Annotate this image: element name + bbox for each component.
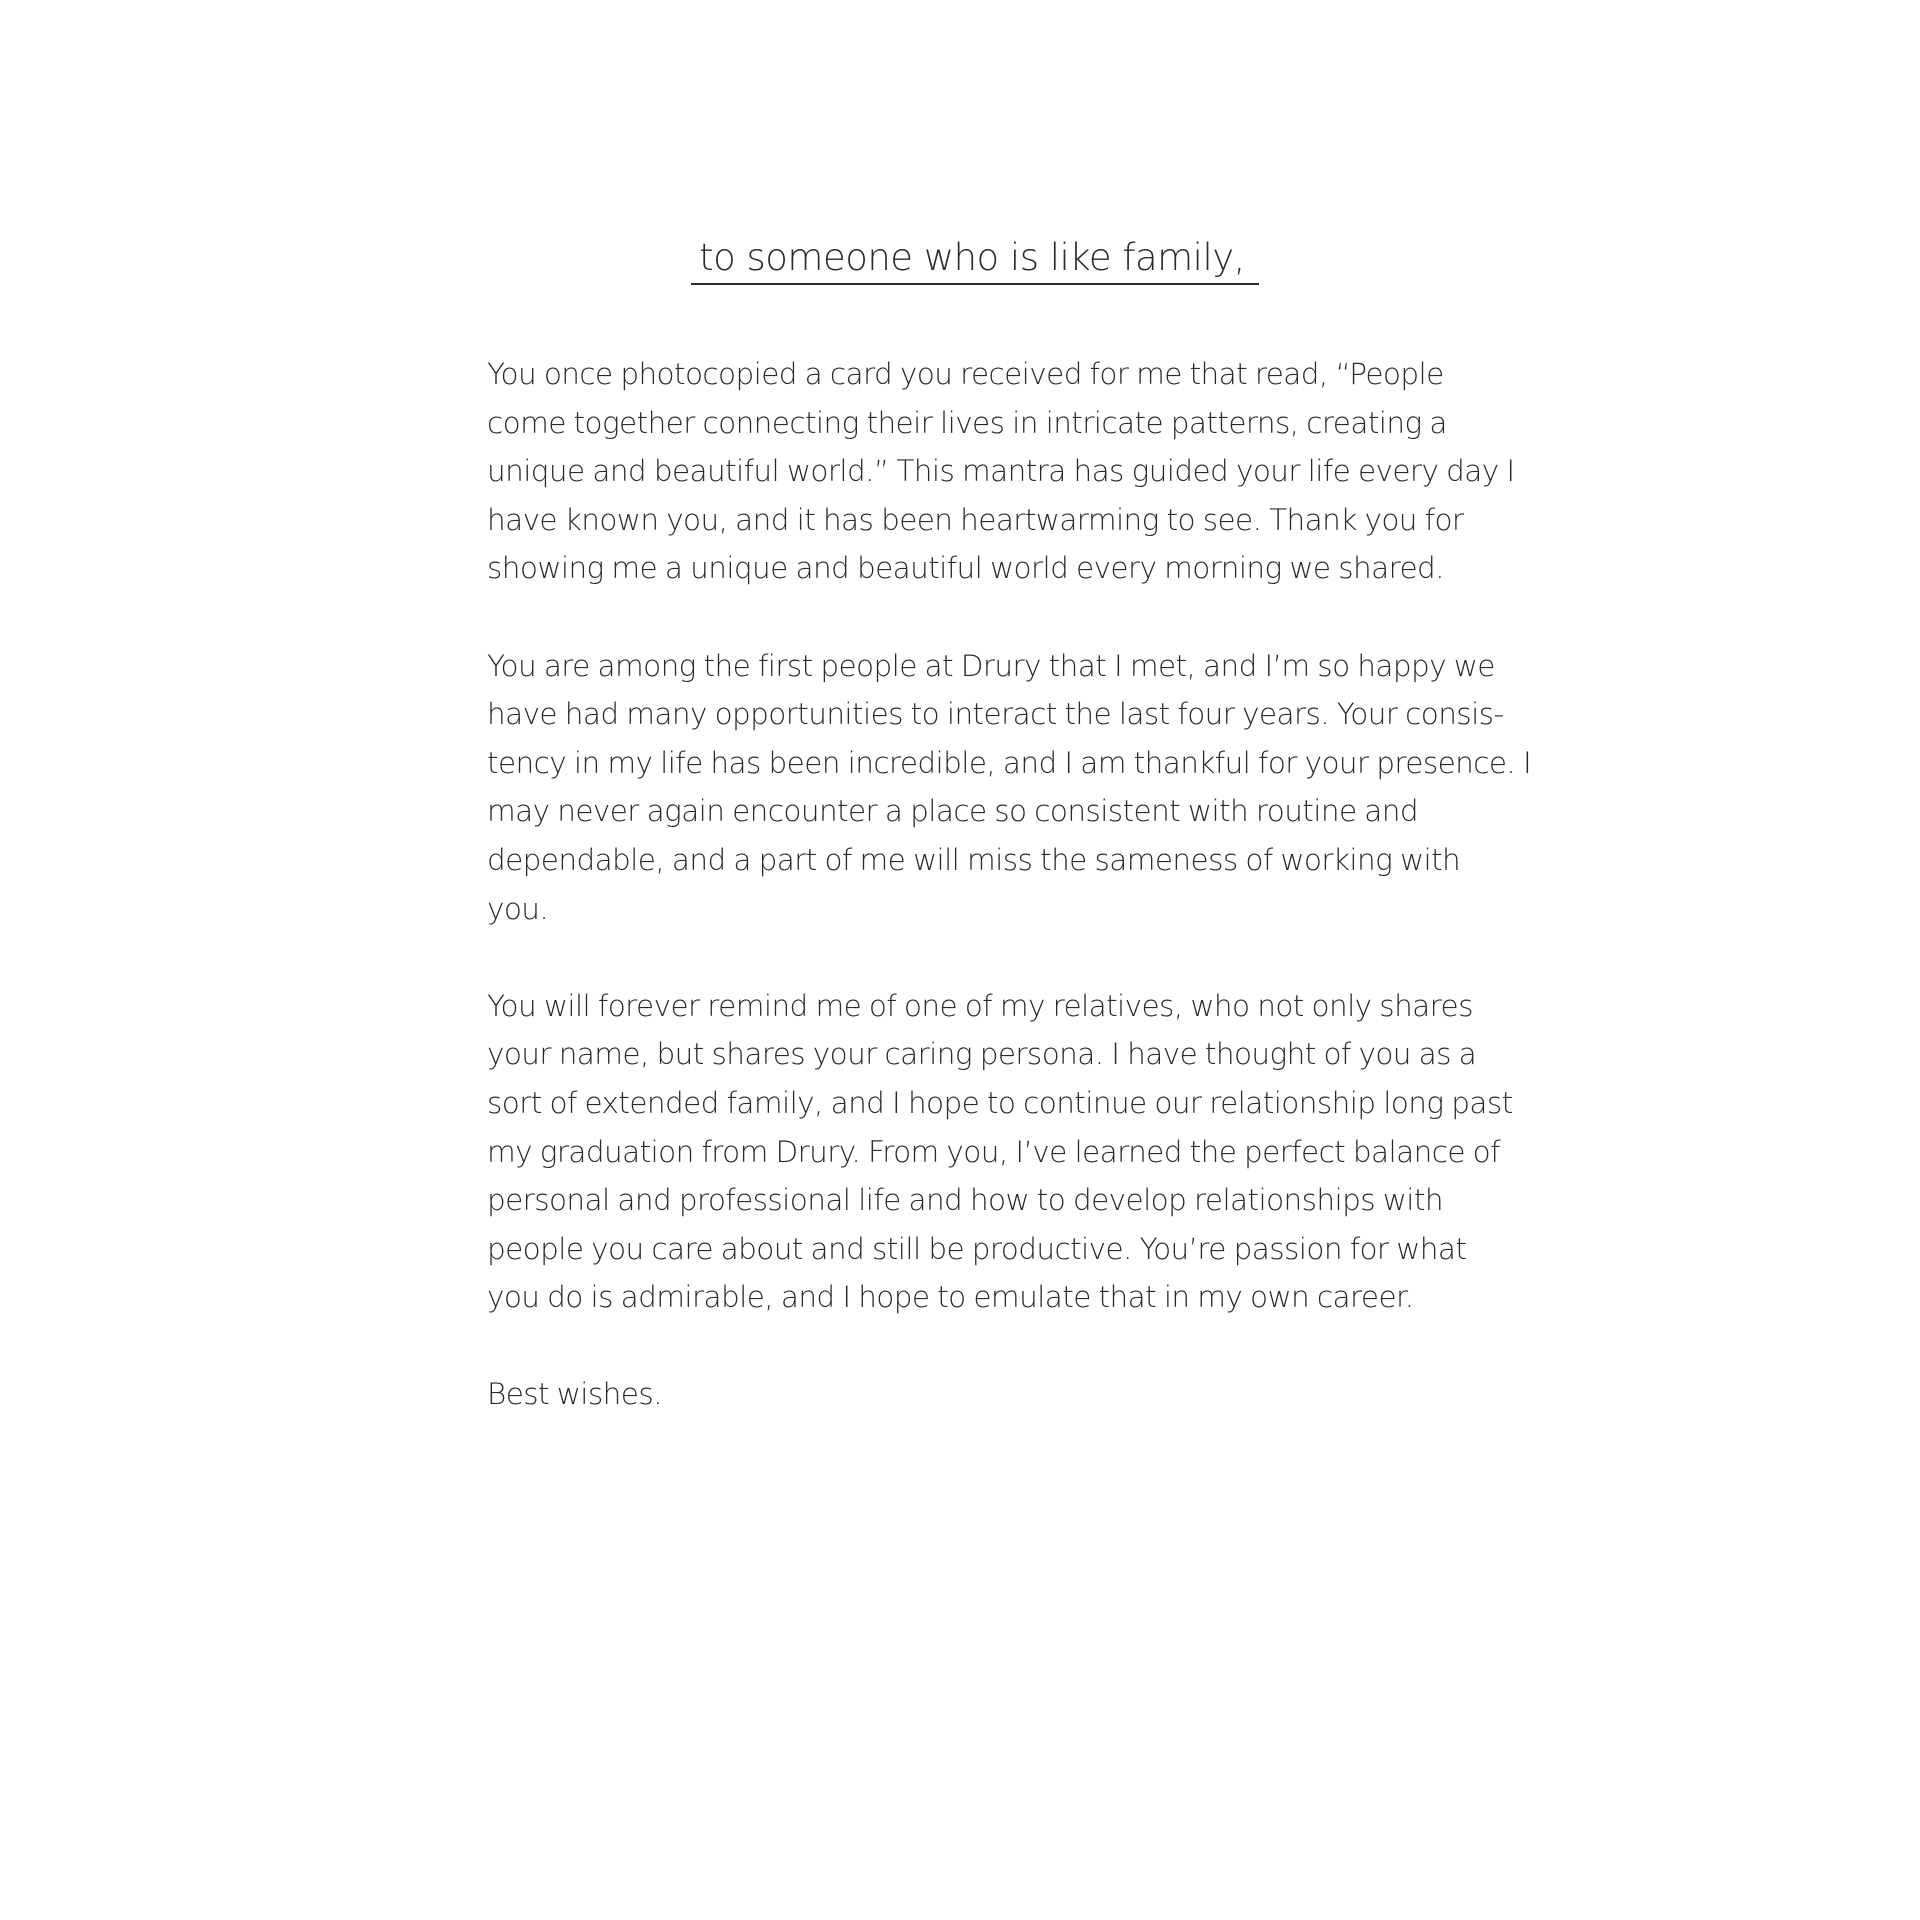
text-line: come together connecting their lives in intricate patterns, creating a — [487, 405, 1447, 440]
text-line: You once photocopied a card you received for me that read, “People — [487, 357, 1444, 391]
letter-title — [0, 235, 1920, 285]
paragraph-1 — [487, 350, 1515, 593]
text-line: dependable, and a part of me will miss the sameness of working with — [487, 842, 1461, 877]
text-line: my graduation from Drury. From you, I’ve learned the perfect balance of — [487, 1134, 1500, 1169]
text-line: unique and beautiful world.” This mantra has guided your life every day I — [487, 454, 1515, 489]
text-line: have had many opportunities to interact the last four years. Your consis- — [487, 697, 1504, 732]
paragraph-2 — [487, 642, 1532, 934]
text-line: You will forever remind me of one of my relatives, who not only shares — [487, 988, 1473, 1023]
letter-title-text: to someone who is like family, — [691, 235, 1259, 285]
text-line: you do is admirable, and I hope to emulate that in my own career. — [487, 1280, 1414, 1315]
text-line: people you care about and still be productive. You’re passion for what — [487, 1231, 1467, 1266]
paragraph-3 — [487, 982, 1513, 1322]
text-line: your name, but shares your caring persona. I have thought of you as a — [487, 1037, 1477, 1072]
text-line: showing me a unique and beautiful world every morning we shared. — [487, 551, 1444, 586]
text-line: tency in my life has been incredible, and I am thankful for your presence. I — [487, 745, 1532, 780]
text-line: have known you, and it has been heartwarming to see. Thank you for — [487, 502, 1464, 537]
signoff: Best wishes. — [487, 1377, 662, 1412]
text-line: sort of extended family, and I hope to continue our relationship long past — [487, 1085, 1513, 1120]
letter-body — [487, 350, 1532, 1468]
text-line: You are among the first people at Drury that I met, and I’m so happy we — [487, 648, 1495, 683]
text-line: you. — [487, 891, 549, 926]
text-line: personal and professional life and how to develop relationships with — [487, 1183, 1443, 1218]
text-line: may never again encounter a place so consistent with routine and — [487, 794, 1418, 829]
